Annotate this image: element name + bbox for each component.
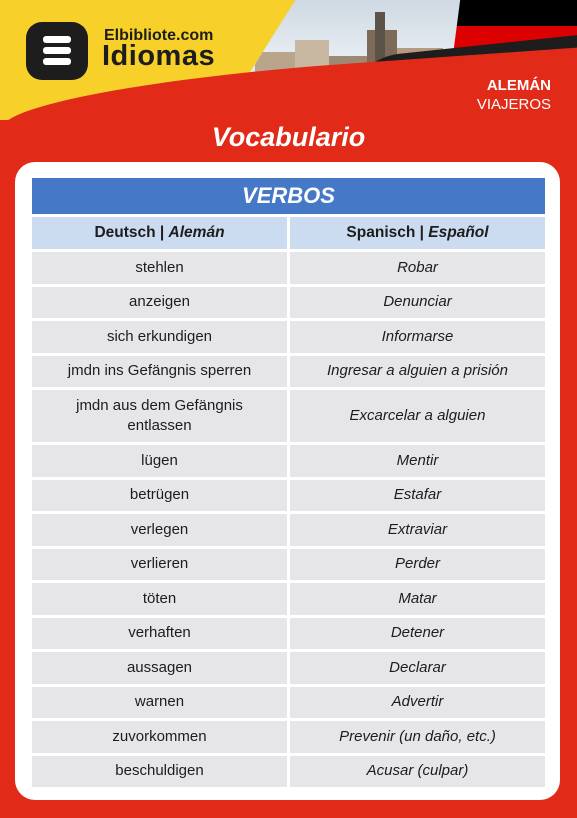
german-word: lügen — [32, 445, 287, 477]
spanish-translation: Mentir — [290, 445, 545, 477]
spanish-translation: Matar — [290, 583, 545, 615]
column-header-german-label: Deutsch | — [94, 224, 169, 241]
german-word: verlegen — [32, 514, 287, 546]
table-row — [32, 480, 545, 512]
table-row — [32, 252, 545, 284]
german-word: beschuldigen — [32, 756, 287, 788]
level-tag: VIAJEROS — [476, 96, 551, 113]
table-row — [32, 514, 545, 546]
spanish-translation: Declarar — [290, 652, 545, 684]
spanish-translation: Excarcelar a alguien — [290, 390, 545, 442]
table-row — [32, 721, 545, 753]
table-row — [32, 390, 545, 442]
german-word: jmdn aus dem Gefängnis entlassen — [32, 390, 287, 442]
table-body — [32, 252, 545, 787]
table-header-row — [32, 217, 545, 249]
german-word: warnen — [32, 687, 287, 719]
header — [0, 0, 577, 120]
column-header-spanish-label: Spanisch | — [346, 224, 429, 241]
spanish-translation: Prevenir (un daño, etc.) — [290, 721, 545, 753]
spanish-translation: Estafar — [290, 480, 545, 512]
brand-name: Idiomas — [102, 40, 216, 72]
german-word: zuvorkommen — [32, 721, 287, 753]
table-row — [32, 652, 545, 684]
table-row — [32, 445, 545, 477]
spanish-translation: Advertir — [290, 687, 545, 719]
brand-site: Elbibliote.com — [104, 27, 214, 44]
table-row — [32, 583, 545, 615]
language-tag: ALEMÁN — [486, 77, 551, 94]
german-word: betrügen — [32, 480, 287, 512]
spanish-translation: Perder — [290, 549, 545, 581]
column-header-spanish — [290, 217, 545, 249]
german-word: verhaften — [32, 618, 287, 650]
flag-stripe-black — [450, 0, 577, 26]
table-row — [32, 549, 545, 581]
spanish-translation: Extraviar — [290, 514, 545, 546]
vocab-table — [32, 178, 545, 787]
spanish-translation: Detener — [290, 618, 545, 650]
vocab-card — [15, 162, 560, 800]
spanish-translation: Informarse — [290, 321, 545, 353]
german-word: stehlen — [32, 252, 287, 284]
spanish-translation: Denunciar — [290, 287, 545, 319]
column-header-german-italic: Alemán — [168, 224, 225, 241]
section-banner: VERBOS — [32, 178, 545, 214]
column-header-spanish-italic: Español — [428, 224, 489, 241]
column-header-german — [32, 217, 287, 249]
table-row — [32, 756, 545, 788]
table-row — [32, 618, 545, 650]
table-row — [32, 287, 545, 319]
logo-icon — [26, 22, 88, 80]
german-word: aussagen — [32, 652, 287, 684]
page-title: Vocabulario — [211, 122, 366, 152]
german-word: töten — [32, 583, 287, 615]
table-row — [32, 687, 545, 719]
table-row — [32, 356, 545, 388]
german-word: sich erkundigen — [32, 321, 287, 353]
german-word: verlieren — [32, 549, 287, 581]
spanish-translation: Robar — [290, 252, 545, 284]
spanish-translation: Acusar (culpar) — [290, 756, 545, 788]
german-word: jmdn ins Gefängnis sperren — [32, 356, 287, 388]
german-word: anzeigen — [32, 287, 287, 319]
table-row — [32, 321, 545, 353]
spanish-translation: Ingresar a alguien a prisión — [290, 356, 545, 388]
